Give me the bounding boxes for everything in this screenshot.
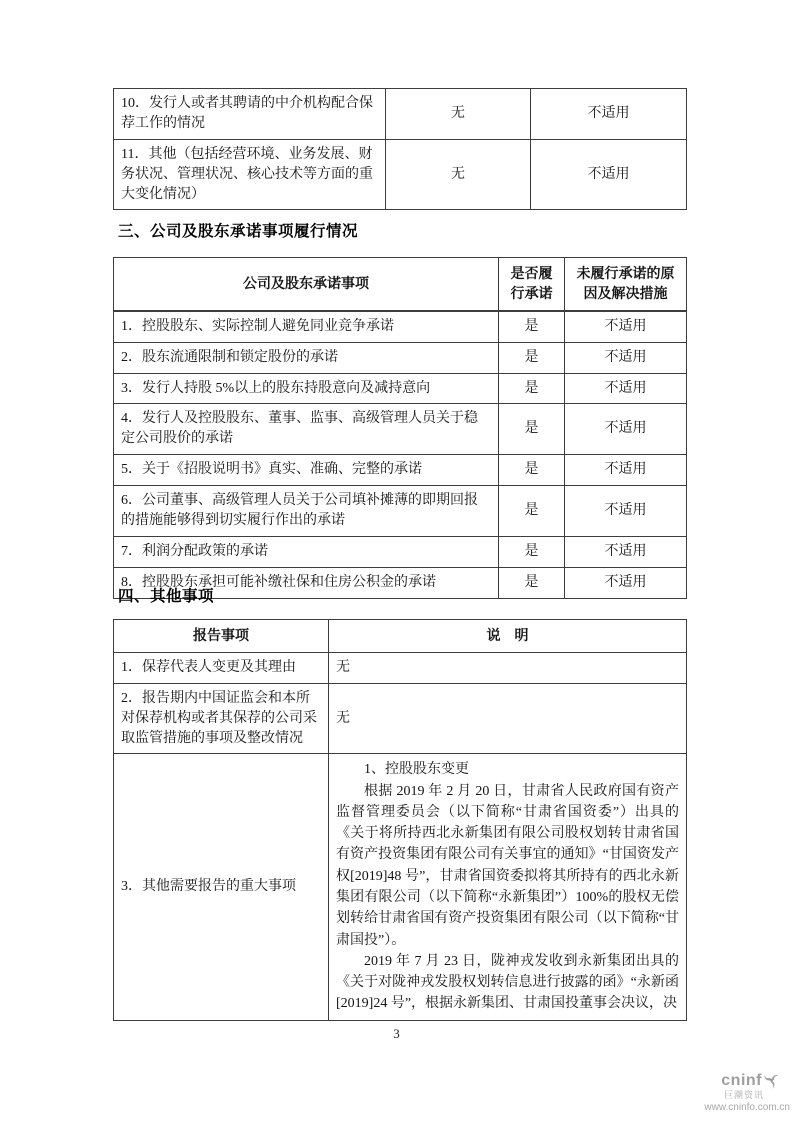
non-fulfillment-reason: 不适用 xyxy=(565,536,687,567)
fulfillment-status: 是 xyxy=(499,373,565,404)
explanation-value: 无 xyxy=(329,652,687,683)
fulfillment-status: 是 xyxy=(499,567,565,598)
table-row xyxy=(114,754,687,1020)
remark-value: 不适用 xyxy=(531,139,687,210)
column-header-reason: 未履行承诺的原因及解决措施 xyxy=(565,258,687,311)
report-item-label: 2．报告期内中国证监会和本所对保荐机构或者其保荐的公司采取监管措施的事项及整改情况 xyxy=(114,683,329,754)
column-header-commitment: 公司及股东承诺事项 xyxy=(114,258,499,311)
carryover-table xyxy=(113,88,687,210)
table-header-row xyxy=(114,620,687,653)
table-row xyxy=(114,486,687,537)
cninfo-logo-row xyxy=(678,1072,790,1090)
paragraph-shareholder-change-title: 1、控股股东变更 xyxy=(364,762,469,778)
table-row xyxy=(114,404,687,455)
fulfillment-status: 是 xyxy=(499,342,565,373)
table-row xyxy=(114,536,687,567)
cninfo-swirl-icon xyxy=(763,1072,780,1089)
commitment-item: 6．公司董事、高级管理人员关于公司填补摊薄的即期回报的措施能够得到切实履行作出的承诺 xyxy=(114,486,499,537)
fulfillment-status: 是 xyxy=(499,311,565,342)
section-heading-other-items: 四、其他事项 xyxy=(118,588,215,605)
paragraph-transfer-notice: 根据 2019 年 2 月 20 日，甘肃省人民政府国有资产监督管理委员会（以下简称“甘肃省国资委”）出具的《关于将所持西北永新集团有限公司股权划转甘肃省国有资产投资集团有限公司有关事宜的通知》“甘国资发产权[2019]48 号”，甘肃省国资委拟将其所持有的西北永新集团有限公司（以下简称“永新集团”）100%的股权无偿划转给甘肃省国有资产投资集团有限公司（以下简称“甘肃国投”）。 xyxy=(336,783,679,948)
column-header-explanation: 说 明 xyxy=(329,620,687,653)
report-item-label: 11．其他（包括经营环境、业务发展、财务状况、管理状况、核心技术等方面的重大变化情况） xyxy=(114,139,386,210)
commitment-item: 5．关于《招股说明书》真实、准确、完整的承诺 xyxy=(114,455,499,486)
commitment-item: 7．利润分配政策的承诺 xyxy=(114,536,499,567)
major-events-description xyxy=(329,754,687,1020)
table-row xyxy=(114,342,687,373)
table-row xyxy=(114,455,687,486)
commitment-item: 1．控股股东、实际控制人避免同业竞争承诺 xyxy=(114,311,499,342)
non-fulfillment-reason: 不适用 xyxy=(565,404,687,455)
fulfillment-status: 是 xyxy=(499,486,565,537)
remark-value: 不适用 xyxy=(531,89,687,140)
non-fulfillment-reason: 不适用 xyxy=(565,455,687,486)
table-row xyxy=(114,139,687,210)
explanation-value: 无 xyxy=(329,683,687,754)
commitment-item: 3．发行人持股 5%以上的股东持股意向及减持意向 xyxy=(114,373,499,404)
report-item-label: 3．其他需要报告的重大事项 xyxy=(114,754,329,1020)
paragraph-disclosure-letter: 2019 年 7 月 23 日，陇神戎发收到永新集团出具的《关于对陇神戎发股权划转信息进行披露的函》“永新函[2019]24 号”，根据永新集团、甘肃国投董事会决议，决 xyxy=(336,953,679,1012)
report-item-label: 1．保荐代表人变更及其理由 xyxy=(114,652,329,683)
fulfillment-status: 是 xyxy=(499,404,565,455)
cninfo-chinese-label: 巨潮资讯 xyxy=(723,1089,764,1100)
non-fulfillment-reason: 不适用 xyxy=(565,311,687,342)
status-value: 无 xyxy=(386,139,531,210)
fulfillment-status: 是 xyxy=(499,536,565,567)
cninfo-logo-text: cninf xyxy=(721,1072,762,1089)
non-fulfillment-reason: 不适用 xyxy=(565,373,687,404)
other-items-table xyxy=(113,619,687,1021)
section-heading-commitments: 三、公司及股东承诺事项履行情况 xyxy=(118,223,359,240)
non-fulfillment-reason: 不适用 xyxy=(565,486,687,537)
report-item-label: 10．发行人或者其聘请的中介机构配合保荐工作的情况 xyxy=(114,89,386,140)
commitment-item: 4．发行人及控股股东、董事、监事、高级管理人员关于稳定公司股价的承诺 xyxy=(114,404,499,455)
cninfo-url: www.cninfo.com.cn xyxy=(704,1102,790,1114)
table-header-row xyxy=(114,258,687,311)
table-row xyxy=(114,311,687,342)
commitments-table xyxy=(113,257,687,599)
fulfillment-status: 是 xyxy=(499,455,565,486)
column-header-report-item: 报告事项 xyxy=(114,620,329,653)
commitment-item: 8．控股股东承担可能补缴社保和住房公积金的承诺 xyxy=(114,567,499,598)
page-number: 3 xyxy=(393,1026,400,1041)
column-header-fulfilled: 是否履行承诺 xyxy=(499,258,565,311)
table-row xyxy=(114,89,687,140)
table-row xyxy=(114,373,687,404)
table-row xyxy=(114,652,687,683)
status-value: 无 xyxy=(386,89,531,140)
non-fulfillment-reason: 不适用 xyxy=(565,342,687,373)
table-row xyxy=(114,683,687,754)
commitment-item: 2．股东流通限制和锁定股份的承诺 xyxy=(114,342,499,373)
non-fulfillment-reason: 不适用 xyxy=(565,567,687,598)
cninfo-logo xyxy=(678,1072,790,1113)
